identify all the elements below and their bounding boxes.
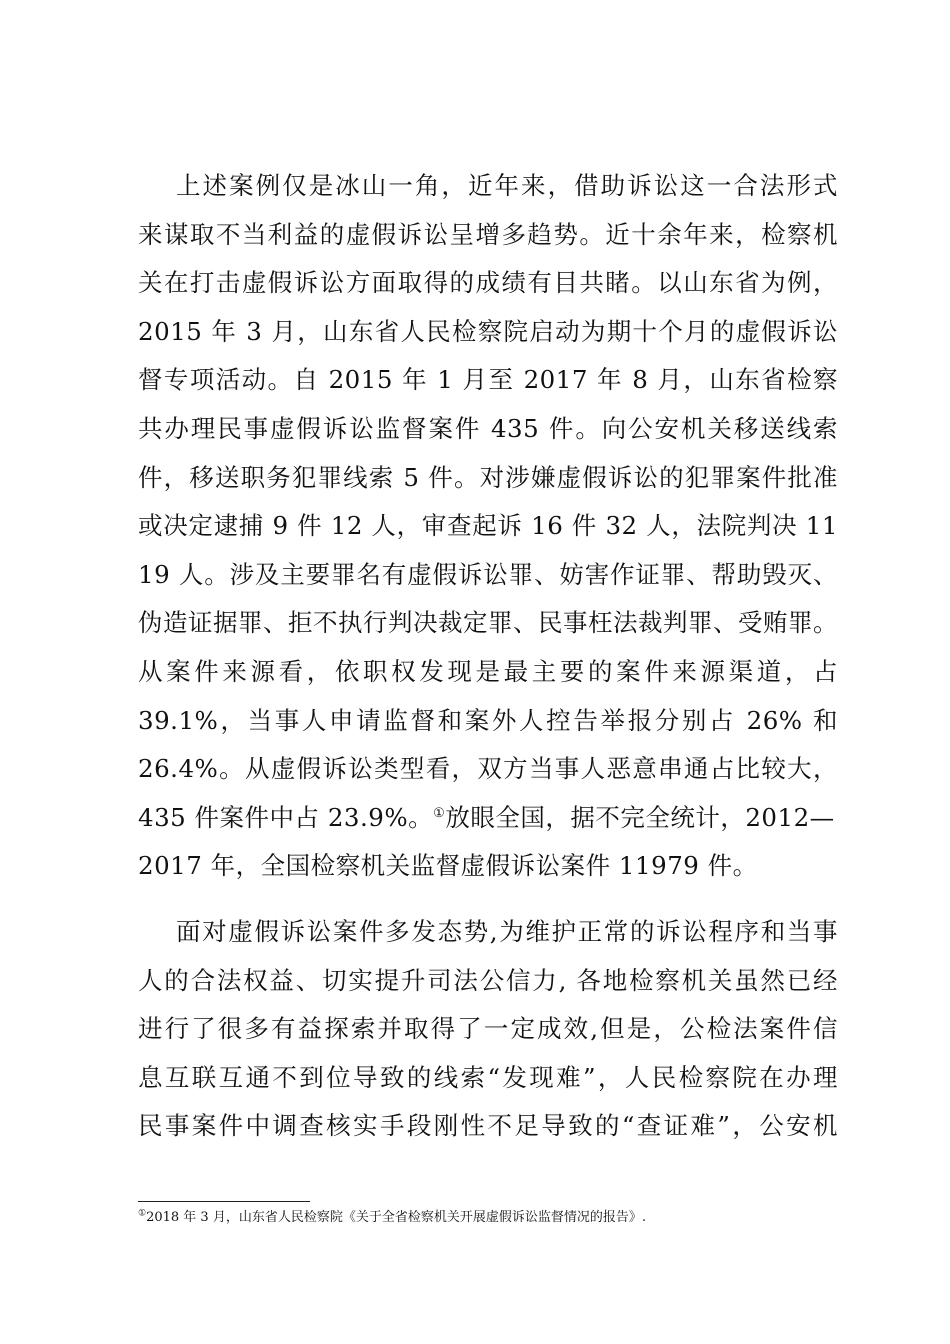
paragraph-1-line-14-start: 435 件案件中占 23.9%。 (138, 802, 434, 832)
paragraph-1-line-2: 来谋取不当利益的虚假诉讼呈增多趋势。近十余年来，检察机 (138, 219, 838, 249)
paragraph-2-line-3: 进行了很多有益探索并取得了一定成效,但是，公检法案件信 (138, 1014, 838, 1044)
footnote-text: 2018 年 3 月，山东省人民检察院《关于全省检察机关开展虚假诉讼监督情况的报告》. (146, 1210, 646, 1225)
paragraph-1-line-14-end: 放眼全国，据不完全统计，2012— (445, 802, 835, 832)
paragraph-1-line-12: 39.1%，当事人申请监督和案外人控告举报分别占 26% 和 (138, 705, 838, 735)
paragraph-2-line-5: 民事案件中调查核实手段刚性不足导致的“查证难”，公安机 (138, 1111, 838, 1141)
footnote-mark: ① (138, 1208, 147, 1219)
paragraph-1-line-5: 督专项活动。自 2015 年 1 月至 2017 年 8 月，山东省检察 (138, 365, 838, 395)
paragraph-1-line-6: 共办理民事虚假诉讼监督案件 435 件。向公安机关移送线索 (138, 413, 838, 443)
paragraph-1-line-8: 或决定逮捕 9 件 12 人，审查起诉 16 件 32 人，法院判决 11 (138, 511, 838, 541)
paragraph-1-line-7: 件，移送职务犯罪线索 5 件。对涉嫌虚假诉讼的犯罪案件批准 (138, 462, 838, 492)
paragraph-1-line-14 (138, 794, 838, 843)
paragraph-1-line-1: 上述案例仅是冰山一角，近年来，借助诉讼这一合法形式 (176, 171, 838, 200)
paragraph-1-line-13: 26.4%。从虚假诉讼类型看，双方当事人恶意串通占比较大， (138, 754, 838, 784)
paragraph-1-line-10: 伪造证据罪、拒不执行判决裁定罪、民事枉法裁判罪、受贿罪。 (138, 608, 838, 638)
paragraph-2-line-2: 人的合法权益、切实提升司法公信力, 各地检察机关虽然已经 (138, 965, 838, 995)
footnote (138, 1209, 646, 1227)
paragraph-1-line-9: 19 人。涉及主要罪名有虚假诉讼罪、妨害作证罪、帮助毁灭、 (138, 559, 838, 589)
paragraph-1 (138, 162, 838, 891)
paragraph-1-line-4: 2015 年 3 月，山东省人民检察院启动为期十个月的虚假诉讼 (138, 316, 838, 346)
paragraph-2 (138, 908, 838, 1151)
paragraph-2-line-4: 息互联互通不到位导致的线索“发现难”，人民检察院在办理 (138, 1062, 838, 1092)
paragraph-2-line-1: 面对虚假诉讼案件多发态势,为维护正常的诉讼程序和当事 (176, 917, 838, 946)
paragraph-1-line-3: 关在打击虚假诉讼方面取得的成绩有目共睹。以山东省为例， (138, 268, 838, 298)
paragraph-1-line-15: 2017 年，全国检察机关监督虚假诉讼案件 11979 件。 (138, 851, 758, 881)
footnote-separator (138, 1201, 310, 1202)
paragraph-1-line-11: 从案件来源看，依职权发现是最主要的案件来源渠道，占 (138, 656, 838, 686)
footnote-reference-mark[interactable]: ① (433, 805, 446, 821)
